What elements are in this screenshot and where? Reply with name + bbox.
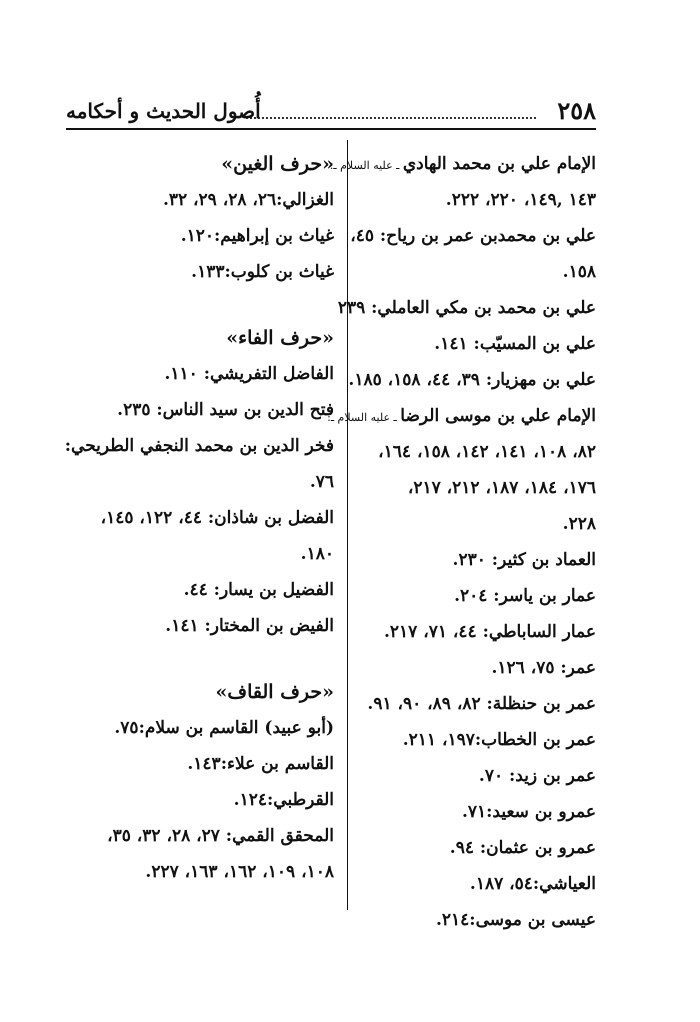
entry-text: عمار الساباطي: ٤٤، ٧١، ٢١٧. xyxy=(383,622,596,642)
entry-text: ٨٢، ١٠٨، ١٤١، ١٤٢، ١٥٨، ١٦٤، xyxy=(378,442,596,462)
index-entry xyxy=(329,146,596,182)
entry-text: الفضل بن شاذان: ٤٤، ١٢٢، ١٤٥، xyxy=(100,508,334,528)
index-entry xyxy=(66,782,334,818)
entry-text: ١٤٣ ,١٤٩، ٢٢٠، ٢٢٢. xyxy=(445,190,596,210)
index-entry xyxy=(327,398,596,434)
entry-text: الفاضل التفريشي: ١١٠. xyxy=(164,364,334,384)
section-heading xyxy=(66,674,334,710)
index-column-right xyxy=(327,146,596,938)
index-entry xyxy=(66,428,334,464)
index-entry xyxy=(348,362,596,398)
index-entry xyxy=(356,830,596,866)
index-entry xyxy=(356,182,596,218)
index-entry xyxy=(66,356,334,392)
entry-text: القاسم بن علاء:١٤٣. xyxy=(187,754,334,774)
entry-text: العياشي:٥٤، ١٨٧. xyxy=(469,874,596,894)
index-entry xyxy=(356,758,596,794)
entry-text: عمر بن الخطاب:١٩٧، ٢١١. xyxy=(402,730,596,750)
entry-text: ٢٢٨. xyxy=(562,514,596,534)
index-entry xyxy=(356,326,596,362)
index-entry xyxy=(66,464,334,500)
entry-text: «حرف القاف» xyxy=(215,681,334,703)
index-entry xyxy=(356,542,596,578)
entry-text: عمر بن زيد: ٧٠. xyxy=(478,766,596,786)
entry-text: عيسى بن موسى:٢١٤. xyxy=(435,910,596,930)
index-entry xyxy=(350,218,596,254)
entry-text: القرطبي:١٢٤. xyxy=(233,790,334,810)
index-entry xyxy=(356,902,596,938)
index-entry xyxy=(356,470,596,506)
section-gap xyxy=(66,290,334,320)
honorific-note: ـ عليه السلام ـ: xyxy=(327,411,401,424)
honorific-note: ـ عليه السلام ـ: xyxy=(329,159,403,172)
section-heading xyxy=(66,146,334,182)
index-entry xyxy=(66,182,334,218)
entry-text: الغزالي:٢٦، ٢٨، ٢٩، ٣٢. xyxy=(162,190,334,210)
index-entry xyxy=(66,392,334,428)
entry-text: ١٠٨، ١٠٩، ١٦٢، ١٦٣، ٢٢٧. xyxy=(145,862,334,882)
page-header xyxy=(66,96,596,126)
index-entry xyxy=(337,290,596,326)
entry-text: الإمام علي بن موسى الرضا xyxy=(400,406,596,426)
entry-text: علي بن المسيّب: ١٤١. xyxy=(434,334,596,354)
index-entry xyxy=(356,578,596,614)
index-entry xyxy=(66,710,334,746)
entry-text: ١٨٠. xyxy=(300,544,334,564)
index-entry xyxy=(356,866,596,902)
entry-text: ١٧٦، ١٨٤، ١٨٧، ٢١٢، ٢١٧، xyxy=(407,478,596,498)
entry-text: فتح الدين بن سيد الناس: ٢٣٥. xyxy=(117,400,334,420)
entry-text: العماد بن كثير: ٢٣٠. xyxy=(452,550,596,570)
header-dot-leader xyxy=(246,117,536,119)
index-entry xyxy=(356,722,596,758)
entry-text: ١٥٨. xyxy=(562,262,596,282)
entry-text: الفضيل بن يسار: ٤٤. xyxy=(183,580,334,600)
index-entry xyxy=(66,818,334,854)
entry-text: المحقق القمي: ٢٧، ٢٨، ٣٢، ٣٥، xyxy=(107,826,334,846)
running-title: أُصول الحديث و أحكامه xyxy=(66,99,261,123)
entry-text: غياث بن إبراهيم:١٢٠. xyxy=(180,226,334,246)
index-entry xyxy=(66,854,334,890)
index-entry xyxy=(356,650,596,686)
entry-text: فخر الدين بن محمد النجفي الطريحي: xyxy=(64,436,334,456)
entry-text: غياث بن كلوب:١٣٣. xyxy=(191,262,334,282)
entry-text: ٧٦. xyxy=(309,472,334,492)
index-entry xyxy=(356,614,596,650)
index-entry xyxy=(66,572,334,608)
entry-text: الإمام علي بن محمد الهادي xyxy=(402,154,596,174)
page-number: ٢٥٨ xyxy=(557,96,596,125)
entry-text: عمرو بن سعيد:٧١. xyxy=(461,802,596,822)
entry-text: علي بن محمدبن عمر بن رياح: ٤٥، xyxy=(350,226,596,246)
index-entry xyxy=(66,608,334,644)
index-entry xyxy=(66,218,334,254)
index-entry xyxy=(356,794,596,830)
entry-text: علي بن محمد بن مكي العاملي: ٢٣٩ xyxy=(337,298,596,318)
entry-text: «حرف الغين» xyxy=(221,153,334,175)
entry-text: عمرو بن عثمان: ٩٤. xyxy=(449,838,596,858)
section-heading xyxy=(66,320,334,356)
index-column-left xyxy=(66,146,334,890)
index-entry xyxy=(356,686,596,722)
entry-text: عمر: ٧٥، ١٢٦. xyxy=(491,658,596,678)
index-entry xyxy=(356,254,596,290)
section-gap xyxy=(66,644,334,674)
index-entry xyxy=(66,254,334,290)
index-entry xyxy=(66,500,334,536)
entry-text: الفيض بن المختار: ١٤١. xyxy=(165,616,334,636)
entry-text: «حرف الفاء» xyxy=(226,327,334,349)
column-divider xyxy=(347,140,348,910)
entry-text: عمر بن حنظلة: ٨٢، ٨٩، ٩٠، ٩١. xyxy=(367,694,596,714)
entry-text: عمار بن ياسر: ٢٠٤. xyxy=(454,586,596,606)
entry-text: (أبو عبيد) القاسم بن سلام:٧٥. xyxy=(114,718,334,738)
index-entry xyxy=(356,506,596,542)
index-entry xyxy=(66,536,334,572)
index-entry xyxy=(66,746,334,782)
entry-text: علي بن مهزيار: ٣٩، ٤٤، ١٥٨، ١٨٥. xyxy=(348,370,596,390)
index-entry xyxy=(356,434,596,470)
header-rule xyxy=(66,128,596,130)
